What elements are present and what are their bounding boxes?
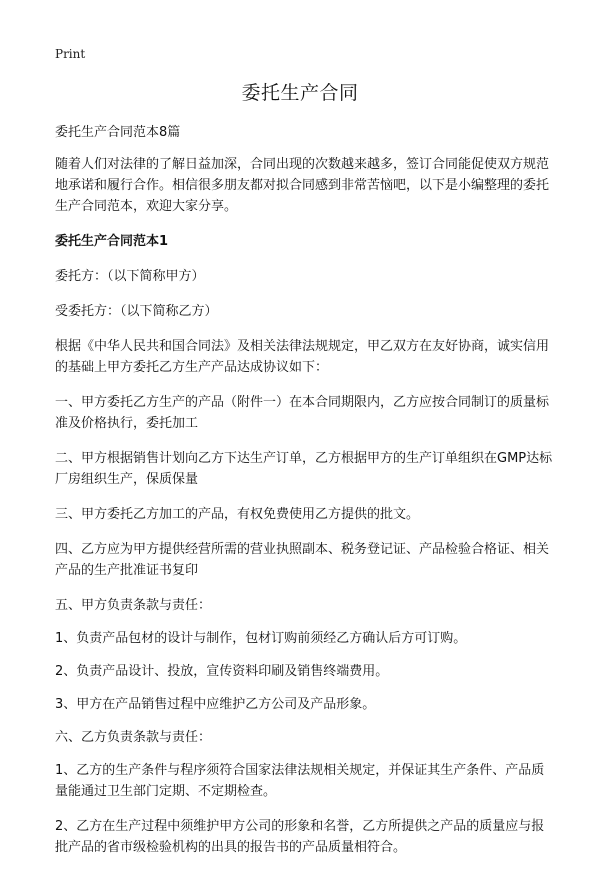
clause-3: 三、甲方委托乙方加工的产品，有权免费使用乙方提供的批文。	[55, 507, 420, 522]
document-title: 委托生产合同	[241, 82, 359, 104]
clause-2: 二、甲方根据销售计划向乙方下达生产订单，乙方根据甲方的生产订单组织在GMP达标厂房组织生产，保质保量	[55, 451, 553, 487]
paragraph-contractor: 受委托方：（以下简称乙方）	[55, 304, 218, 319]
clause-5-item-1: 1、负责产品包材的设计与制作，包材订购前须经乙方确认后方可订购。	[55, 631, 467, 646]
paragraph-client: 委托方：（以下简称甲方）	[55, 269, 205, 284]
clause-6-item-2: 2、乙方在生产过程中须维护甲方公司的形象和名誉，乙方所提供之产品的质量应与报批产品的省市级检验机构的出具的报告书的产品质量相符合。	[55, 819, 545, 855]
clause-1: 一、甲方委托乙方生产的产品（附件一）在本合同期限内，乙方应按合同制订的质量标准及价格执行，委托加工	[55, 395, 550, 431]
intro-paragraph: 随着人们对法律的了解日益加深，合同出现的次数越来越多，签订合同能促使双方规范地承诺和履行合作。相信很多朋友都对拟合同感到非常苦恼吧，以下是小编整理的委托生产合同范本，欢迎大家分享。	[55, 157, 550, 214]
clause-6-item-1: 1、乙方的生产条件与程序须符合国家法律法规相关规定，并保证其生产条件、产品质量能通过卫生部门定期、不定期检查。	[55, 763, 545, 799]
clause-6-heading: 六、乙方负责条款与责任：	[55, 730, 212, 745]
print-link[interactable]: Print	[55, 47, 86, 61]
clause-4: 四、乙方应为甲方提供经营所需的营业执照副本、税务登记证、产品检验合格证、相关产品的生产批准证书复印	[55, 542, 550, 578]
paragraph-preamble: 根据《中华人民共和国合同法》及相关法律法规规定，甲乙双方在友好协商，诚实信用的基础上甲方委托乙方生产产品达成协议如下：	[55, 339, 550, 375]
clause-5-item-2: 2、负责产品设计、投放，宣传资料印刷及销售终端费用。	[55, 664, 389, 679]
document-subtitle: 委托生产合同范本8篇	[55, 125, 181, 140]
clause-5-item-3: 3、甲方在产品销售过程中应维护乙方公司及产品形象。	[55, 697, 376, 712]
section-heading: 委托生产合同范本1	[55, 234, 169, 249]
document-body	[55, 122, 555, 872]
clause-5-heading: 五、甲方负责条款与责任：	[55, 598, 212, 613]
